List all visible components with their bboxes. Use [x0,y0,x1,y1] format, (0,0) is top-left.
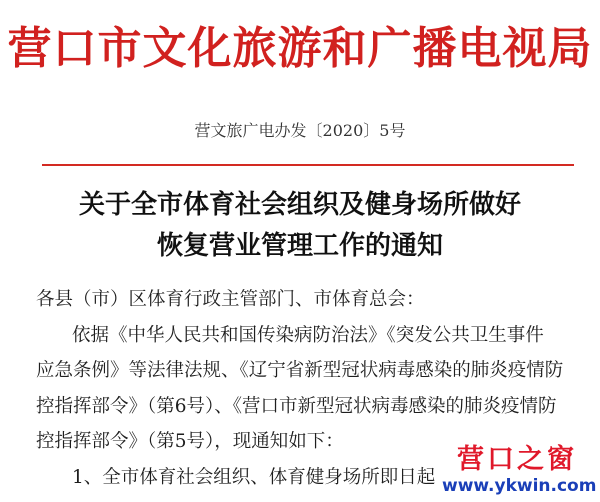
notice-title-line-1: 关于全市体育社会组织及健身场所做好 [78,190,521,220]
paragraph-line-4: 控指挥部令》（第5号），现通知如下： [36,431,344,452]
red-divider [42,164,574,166]
paragraph-line-1: 依据《中华人民共和国传染病防治法》《突发公共卫生事件 [72,325,544,346]
paragraph-line-5: 1、全市体育社会组织、体育健身场所即日起 [72,467,436,488]
watermark-site-name: 营口之窗 [442,444,592,476]
document-number: 营文旅广电办发〔2020〕5号 [194,121,406,140]
agency-title: 营口市文化旅游和广播电视局 [7,23,593,74]
paragraph-line-2: 应急条例》等法律法规、《辽宁省新型冠状病毒感染的肺炎疫情防 [36,360,564,381]
paragraph-line-3: 控指挥部令》（第6号）、《营口市新型冠状病毒感染的肺炎疫情防 [36,396,557,417]
notice-title-line-2: 恢复营业管理工作的通知 [156,231,443,261]
salutation: 各县（市）区体育行政主管部门、市体育总会： [36,289,425,310]
watermark-url: www.ykwin.com [442,476,597,496]
site-watermark [442,444,597,496]
